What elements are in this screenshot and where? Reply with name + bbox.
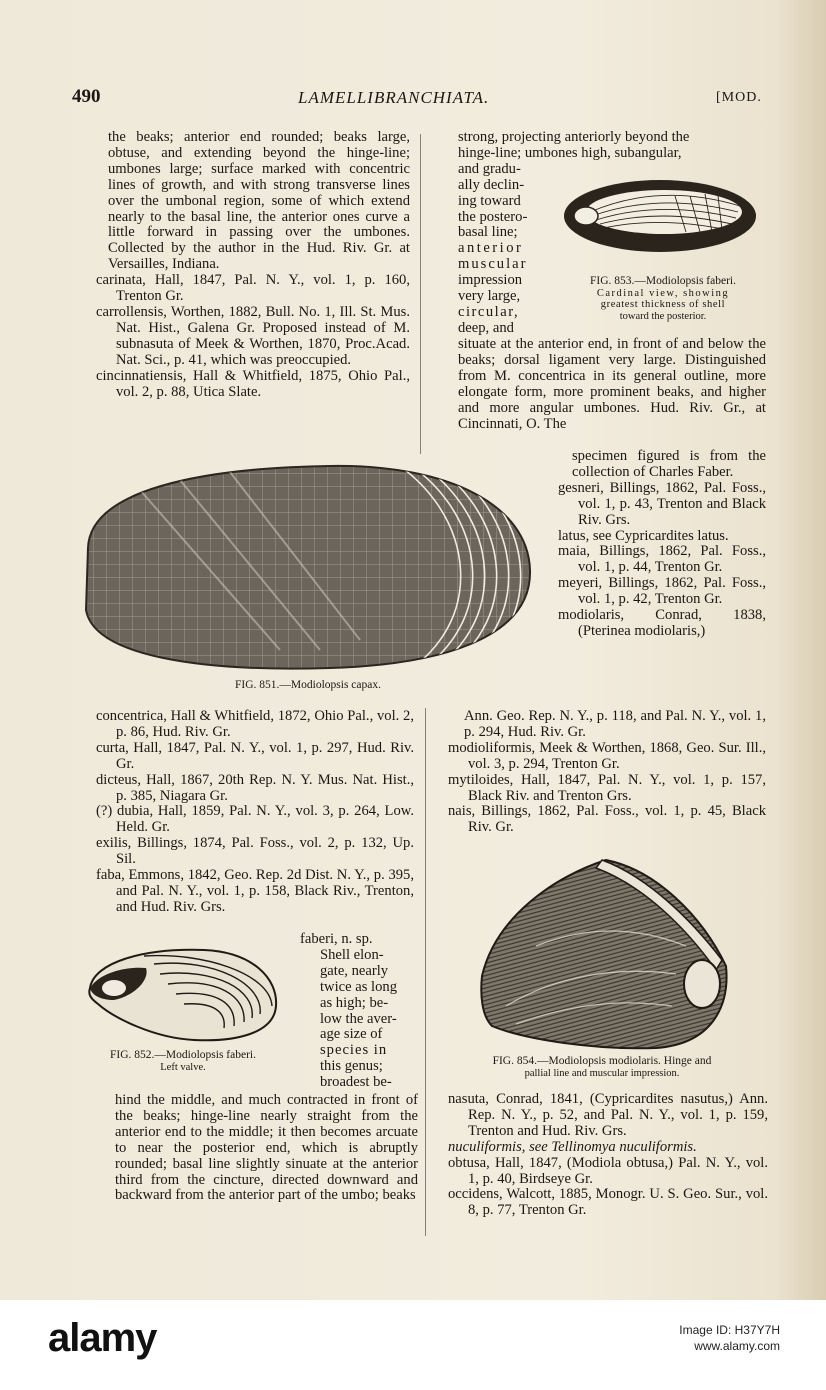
right-column-bottom	[448, 1092, 768, 1219]
text-line: ing toward	[458, 192, 521, 209]
entry-obtusa: obtusa, Hall, 1847, (Modiola obtusa,) Pal. N. Y., vol. 1, p. 40, Birdseye Gr.	[448, 1154, 768, 1187]
text-line: hinge-line; umbones high, subangular,	[458, 144, 682, 161]
watermark-logo: alamy	[48, 1316, 157, 1360]
text-line: anterior	[458, 240, 524, 257]
text-line: basal line;	[458, 224, 518, 241]
figure-853-caption	[556, 276, 770, 322]
text-line: the postero-	[458, 208, 528, 225]
text-line: deep, and	[458, 319, 514, 336]
entry-dubia: (?) dubia, Hall, 1859, Pal. N. Y., vol. 3, p. 264, Low. Held. Gr.	[96, 803, 414, 836]
right-column-narrow	[558, 448, 766, 640]
text-line: very large,	[458, 288, 521, 305]
caption-line: FIG. 853.—Modiolopsis faberi.	[590, 275, 736, 287]
watermark-site: www.alamy.com	[694, 1339, 780, 1353]
entry-modiolaris: modiolaris, Conrad, 1838, (Pterinea modiolaris,)	[558, 607, 766, 639]
entry-concentrica: concentrica, Hall & Whitfield, 1872, Ohio Pal., vol. 2, p. 86, Hud. Riv. Gr.	[96, 708, 414, 740]
text-line: muscular	[458, 256, 528, 273]
entry-nuculiformis: nuculiformis, see Tellinomya nuculiformis.	[448, 1138, 697, 1155]
column-rule-bottom	[425, 708, 426, 1236]
text-line: circular,	[458, 303, 520, 320]
text-line: low the aver-	[320, 1010, 397, 1027]
entry-carrollensis: carrollensis, Worthen, 1882, Bull. No. 1, Ill. St. Mus. Nat. Hist., Galena Gr. Proposed instead of M. subnasuta of Meek & Worthen, 1870, Proc.Acad. Nat. Sci., p. 41, which was preoccupied.	[96, 303, 410, 368]
figure-851-caption: FIG. 851.—Modiolopsis capax.	[235, 679, 381, 691]
paragraph-faberi: hind the middle, and much contracted in front of the beaks; hinge-line nearly straight from the anterior end to the middle; it then becomes arcuate to near the posterior end, which is abruptly rounded; basal line slightly sinuate at the anterior third from the cincture, directed downward and backward from the anterior part of the umbo; beaks	[115, 1092, 418, 1204]
entry-meyeri: meyeri, Billings, 1862, Pal. Foss., vol. 1, p. 42, Trenton Gr.	[558, 575, 766, 608]
caption-line: greatest thickness of shell	[600, 299, 726, 310]
entry-mytiloides: mytiloides, Hall, 1847, Pal. N. Y., vol. 1, p. 157, Black Riv. and Trenton Grs.	[448, 771, 766, 804]
paragraph-faberi-continued: situate at the anterior end, in front of and below the beaks; dorsal ligament very large. Distinguished from M. concentrica in its general outline, more elongate form, more prominent beaks, and higher and more angular umbones. Hud. Riv. Gr., at Cincinnati, O. The	[458, 336, 766, 432]
text-line: as high; be-	[320, 994, 389, 1011]
right-column-mid	[448, 709, 766, 836]
text-line: gate, nearly	[320, 962, 389, 979]
figure-854-illustration	[476, 856, 732, 1052]
faberi-narrow-column	[300, 932, 420, 1091]
entry-cincinnatiensis: cincinnatiensis, Hall & Whitfield, 1875, Ohio Pal., vol. 2, p. 88, Utica Slate.	[96, 367, 410, 400]
entry-gesneri: gesneri, Billings, 1862, Pal. Foss., vol. 1, p. 43, Trenton and Black Riv. Grs.	[558, 479, 766, 528]
watermark-image-id: Image ID: H37Y7H	[679, 1323, 780, 1337]
entry-latus: latus, see Cypricardites latus.	[558, 527, 729, 544]
entry-occidens: occidens, Walcott, 1885, Monogr. U. S. Geo. Sur., vol. 8, p. 77, Trenton Gr.	[448, 1186, 768, 1219]
column-rule-top	[420, 134, 421, 454]
text-line: twice as long	[320, 978, 398, 995]
entry-carinata: carinata, Hall, 1847, Pal. N. Y., vol. 1, p. 160, Trenton Gr.	[96, 272, 410, 305]
left-column-top	[96, 129, 410, 400]
paragraph-specimen: specimen figured is from the collection of Charles Faber.	[572, 448, 766, 480]
entry-curta: curta, Hall, 1847, Pal. N. Y., vol. 1, p. 297, Hud. Riv. Gr.	[96, 739, 414, 772]
text-line: species in	[320, 1042, 388, 1059]
entry-exilis: exilis, Billings, 1874, Pal. Foss., vol. 2, p. 132, Up. Sil.	[96, 835, 414, 868]
caption-line: FIG. 852.—Modiolopsis faberi.	[110, 1049, 256, 1061]
text-line: Shell elon-	[320, 946, 384, 963]
entry-faba: faba, Emmons, 1842, Geo. Rep. 2d Dist. N. Y., p. 395, and Pal. N. Y., vol. 1, p. 158, Black Riv., Trenton, and Hud. Riv. Grs.	[96, 867, 414, 915]
text-line: and gradu-	[458, 160, 521, 177]
text-line: impression	[458, 272, 523, 289]
figure-853-illustration	[560, 172, 760, 260]
text-line: broadest be-	[320, 1074, 392, 1091]
watermark-id	[540, 1322, 780, 1354]
right-column-continued	[458, 337, 766, 432]
caption-line: toward the posterior.	[619, 310, 707, 322]
text-line: this genus;	[320, 1058, 383, 1075]
caption-line: pallial line and muscular impression.	[524, 1067, 680, 1079]
running-title: LAMELLIBRANCHIATA.	[298, 88, 490, 107]
text-line: ally declin-	[458, 176, 525, 193]
entry-nasuta: nasuta, Conrad, 1841, (Cypricardites nasutus,) Ann. Rep. N. Y., p. 52, and Pal. N. Y., vol. 1, p. 159, Trenton and Hud. Riv. Grs.	[448, 1091, 768, 1139]
text-line: strong, projecting anteriorly beyond the	[458, 129, 690, 145]
text-line: age size of	[320, 1026, 383, 1043]
figure-852-illustration	[84, 944, 280, 1044]
paragraph-capax-description: the beaks; anterior end rounded; beaks large, obtuse, and extending beyond the hinge-line; umbones large; surface marked with concentric lines of growth, and with strong transverse lines over the umbonal region, some of which extend nearly to the basal line, the anterior ones curve a little forward in passing over the umbones. Collected by the author in the Hud. Riv. Gr. at Versailles, Indiana.	[108, 129, 410, 273]
figure-851-illustration	[80, 460, 532, 672]
entry-nais: nais, Billings, 1862, Pal. Foss., vol. 1, p. 45, Black Riv. Gr.	[448, 803, 766, 836]
caption-line: Cardinal view, showing	[596, 287, 730, 299]
section-mark: [MOD.	[716, 90, 762, 105]
entry-modioliformis: modioliformis, Meek & Worthen, 1868, Geo. Sur. Ill., vol. 3, p. 294, Trenton Gr.	[448, 739, 766, 772]
page-number: 490	[72, 86, 101, 107]
entry-dicteus: dicteus, Hall, 1867, 20th Rep. N. Y. Mus. Nat. Hist., p. 385, Niagara Gr.	[96, 771, 414, 804]
figure-854-caption	[442, 1056, 762, 1079]
caption-line: FIG. 854.—Modiolopsis modiolaris. Hinge and	[492, 1055, 712, 1067]
entry-modiolaris-continued: Ann. Geo. Rep. N. Y., p. 118, and Pal. N. Y., vol. 1, p. 294, Hud. Riv. Gr.	[464, 708, 766, 740]
left-column-mid	[96, 709, 414, 916]
entry-maia: maia, Billings, 1862, Pal. Foss., vol. 1, p. 44, Trenton Gr.	[558, 543, 766, 576]
text-line: faberi, n. sp.	[300, 931, 373, 947]
caption-line: Left valve.	[160, 1061, 206, 1073]
figure-852-caption	[78, 1050, 288, 1073]
faberi-wide-paragraph	[115, 1093, 418, 1204]
